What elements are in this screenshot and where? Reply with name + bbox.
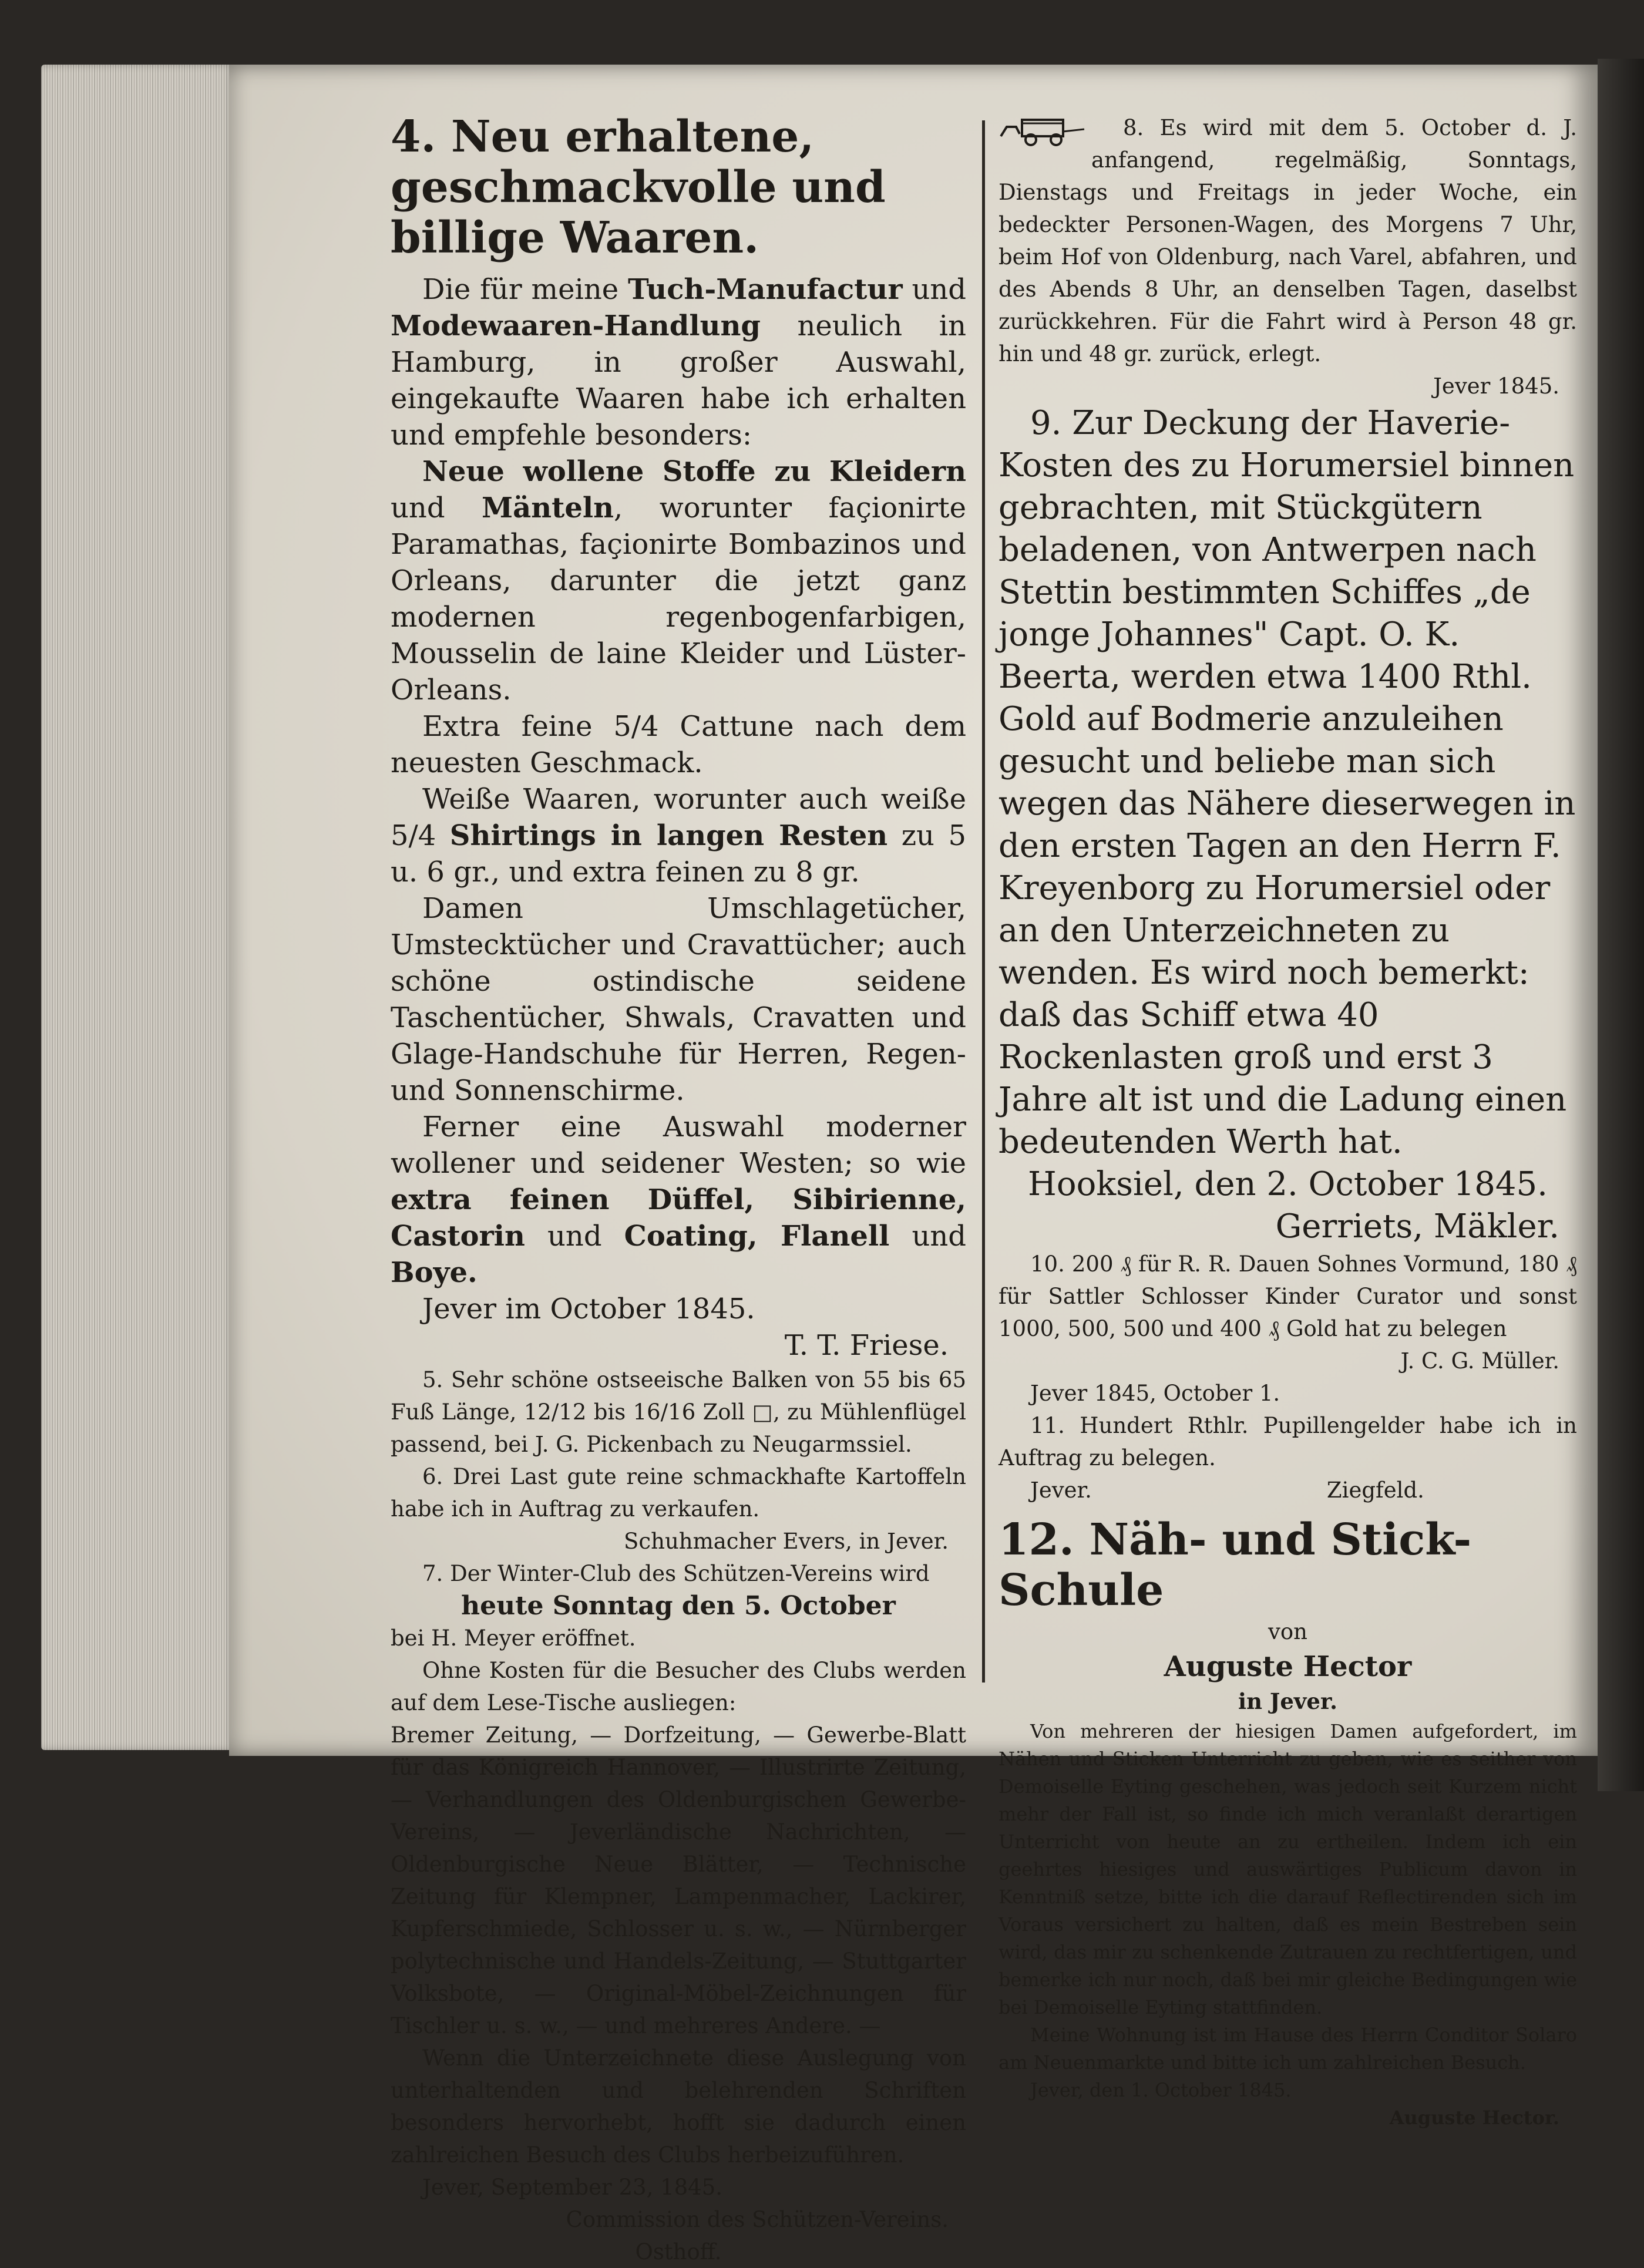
ad-7 bbox=[391, 1557, 966, 2268]
ad-12-location: in Jever. bbox=[1238, 1688, 1337, 1714]
ad-10-signature: J. C. G. Müller. bbox=[1400, 1348, 1559, 1374]
ad-5: 5. Sehr schöne ostseeische Balken von 55 bis 65 Fuß Länge, 12/12 bis 16/16 Zoll □, zu Mühlenflügel passend, bei J. G. Pickenbach zu Neugarmssiel. bbox=[391, 1367, 966, 1457]
ad-7-venue: bei H. Meyer eröffnet. bbox=[391, 1626, 636, 1651]
ad-12-name: Auguste Hector bbox=[1164, 1650, 1412, 1683]
ad-7-paper-list: Bremer Zeitung, — Dorfzeitung, — Gewerbe-Blatt für das Königreich Hannover, — Illustrirte Zeitung, — Verhandlungen des Oldenburgischen Gewerbe-Vereins, — Jeverländische Nachrichten, — Oldenburgische Neue Blätter, — Technische Zeitung für Klempner, Lampenmacher, Lackirer, Kupferschmiede, Schlosser u. s. w., — Nürnberger polytechnische und Handels-Zeitung, — Stuttgarter Volksbote, — Original-Möbel-Zeichnungen für Tischler u. s. w., — und mehreres Andere. — bbox=[391, 1722, 966, 2038]
ad-6-signature: Schuhmacher Evers, in Jever. bbox=[624, 1529, 949, 1554]
ad-9-signature: Gerriets, Mäkler. bbox=[1275, 1207, 1559, 1246]
ad-4 bbox=[391, 112, 966, 1364]
ad-12 bbox=[998, 1515, 1577, 2132]
ad-8 bbox=[998, 112, 1577, 402]
ad-12-place-date: Jever, den 1. October 1845. bbox=[1030, 2079, 1292, 2101]
left-column bbox=[391, 112, 966, 2268]
ad-11-signature: Ziegfeld. bbox=[1326, 1478, 1424, 1503]
book-page-edges bbox=[41, 65, 235, 1750]
ad-9-place-date: Hooksiel, den 2. October 1845. bbox=[1028, 1165, 1548, 1203]
ad-10: 10. 200 ₰ für R. R. Dauen Sohnes Vormund, 180 ₰ für Sattler Schlosser Kinder Curator und sonst 1000, 500, 500 und 400 ₰ Gold hat zu belegen bbox=[998, 1251, 1577, 1341]
ad-4-paragraph-3: Extra feine 5/4 Cattune nach dem neuesten Geschmack. bbox=[391, 710, 966, 779]
ad-11-place: Jever. Ziegfeld. bbox=[1030, 1478, 1424, 1503]
ad-7-paragraph-1: Ohne Kosten für die Besucher des Clubs werden auf dem Lese-Tische ausliegen: bbox=[391, 1658, 966, 1715]
ad-12-paragraph-1: Von mehreren der hiesigen Damen aufgefordert, im Nähen und Sticken Unterricht zu geben, wie es seither von Demoiselle Eyting geschehen, was jedoch seit Kurzem nicht mehr der Fall ist, so finde ich mich veranlaßt derartigen Unterricht von heute an zu ertheilen. Indem ich ein geehrtes hiesiges und auswärtiges Publicum davon in Kenntniß setze, bitte ich die darauf Reflectirenden sich im Voraus versichert zu halten, daß es mein Bestreben sein wird, das mir zu schenkende Zutrauen zu rechtfertigen, und bemerke ich nur noch, daß bei mir gleiche Bedingungen wie bei Demoiselle Eyting stattfinden. bbox=[998, 1720, 1577, 2018]
ad-4-paragraph-1: Die für meine Tuch-Manufactur und Modewaaren-Handlung neulich in Hamburg, in großer Auswahl, eingekaufte Waaren habe ich erhalten und empfehle besonders: bbox=[391, 273, 967, 452]
column-divider bbox=[982, 120, 985, 1683]
ad-4-paragraph-6: Ferner eine Auswahl moderner wollener und seidener Westen; so wie extra feinen Düffel, Sibirienne, Castorin und Coating, Flanell und Boye. bbox=[391, 1111, 966, 1289]
ad-12-paragraph-2: Meine Wohnung ist im Hause des Herrn Conditor Solaro am Neuenmarkte und bitte ich um zahlreichen Besuch. bbox=[998, 2024, 1577, 2074]
right-column bbox=[998, 112, 1577, 2132]
ad-4-paragraph-5: Damen Umschlagetücher, Umstecktücher und Cravattücher; auch schöne ostindische seidene Taschentücher, Shwals, Cravatten und Glage-Handschuhe für Herren, Regen- und Sonnenschirme. bbox=[391, 892, 966, 1107]
ad-6: 6. Drei Last gute reine schmackhafte Kartoffeln habe ich in Auftrag zu verkaufen. bbox=[391, 1464, 966, 1522]
ad-12-von: von bbox=[1268, 1619, 1307, 1644]
ad-8-text: 8. Es wird mit dem 5. October d. J. anfangend, regelmäßig, Sonntags, Dienstags und Freitags in jeder Woche, ein bedeckter Personen-Wagen, des Morgens 7 Uhr, beim Hof von Oldenburg, nach Varel, abfahren, und des Abends 8 Uhr, an denselben Tagen, daselbst zurückkehren. Für die Fahrt wird à Person 48 gr. hin und 48 gr. zurück, erlegt. bbox=[998, 115, 1577, 366]
ad-7-intro: 7. Der Winter-Club des Schützen-Vereins wird bbox=[422, 1561, 930, 1586]
ad-12-title: 12. Näh- und Stick-Schule bbox=[998, 1515, 1472, 1616]
ad-7-signature-1: Commission des Schützen-Vereins. bbox=[566, 2207, 949, 2232]
ad-7-place-date: Jever, September 23, 1845. bbox=[422, 2175, 723, 2200]
ad-7-date: heute Sonntag den 5. October bbox=[461, 1591, 896, 1621]
ad-4-signature: T. T. Friese. bbox=[784, 1329, 949, 1362]
ad-4-paragraph-4: Weiße Waaren, worunter auch weiße 5/4 Shirtings in langen Resten zu 5 u. 6 gr., und extra feinen zu 8 gr. bbox=[391, 783, 966, 889]
ad-4-place-date: Jever im October 1845. bbox=[422, 1293, 755, 1325]
ad-10-place-date: Jever 1845, October 1. bbox=[1030, 1381, 1280, 1406]
ad-9 bbox=[998, 402, 1577, 1248]
ad-9-text: 9. Zur Deckung der Haverie-Kosten des zu Horumersiel binnen gebrachten, mit Stückgütern beladenen, von Antwerpen nach Stettin bestimmten Schiffes „de jonge Johannes" Capt. O. K. Beerta, werden etwa 1400 Rthl. Gold auf Bodmerie anzuleihen gesucht und beliebe man sich wegen das Nähere dieserwegen in den ersten Tagen an den Herrn F. Kreyenborg zu Horumersiel oder an den Unterzeichneten zu wenden. Es wird noch bemerkt: daß das Schiff etwa 40 Rockenlasten groß und erst 3 Jahre alt ist und die Ladung einen bedeutenden Werth hat. bbox=[998, 404, 1576, 1161]
ad-7-signature-2: Osthoff. bbox=[635, 2239, 722, 2264]
ad-12-signature: Auguste Hector. bbox=[1389, 2107, 1559, 2129]
ad-4-title: 4. Neu erhaltene, geschmackvolle und billige Waaren. bbox=[391, 112, 886, 263]
coach-icon bbox=[998, 114, 1087, 147]
ad-11: 11. Hundert Rthlr. Pupillengelder habe ich in Auftrag zu belegen. bbox=[998, 1413, 1577, 1471]
page-gutter-shadow bbox=[1598, 59, 1644, 1791]
ad-4-paragraph-2: Neue wollene Stoffe zu Kleidern und Mänteln, worunter façionirte Paramathas, façionirte Bombazinos und Orleans, darunter die jetzt ganz modernen regenbogenfarbigen, Mousselin de laine Kleider und Lüster-Orleans. bbox=[391, 455, 966, 706]
ad-7-paragraph-2: Wenn die Unterzeichnete diese Auslegung von unterhaltenden und belehrenden Schriften besonders hervorhebt, hofft sie dadurch einen zahlreichen Besuch des Clubs herbeizuführen. bbox=[391, 2045, 966, 2168]
ad-8-place: Jever 1845. bbox=[1433, 373, 1559, 399]
